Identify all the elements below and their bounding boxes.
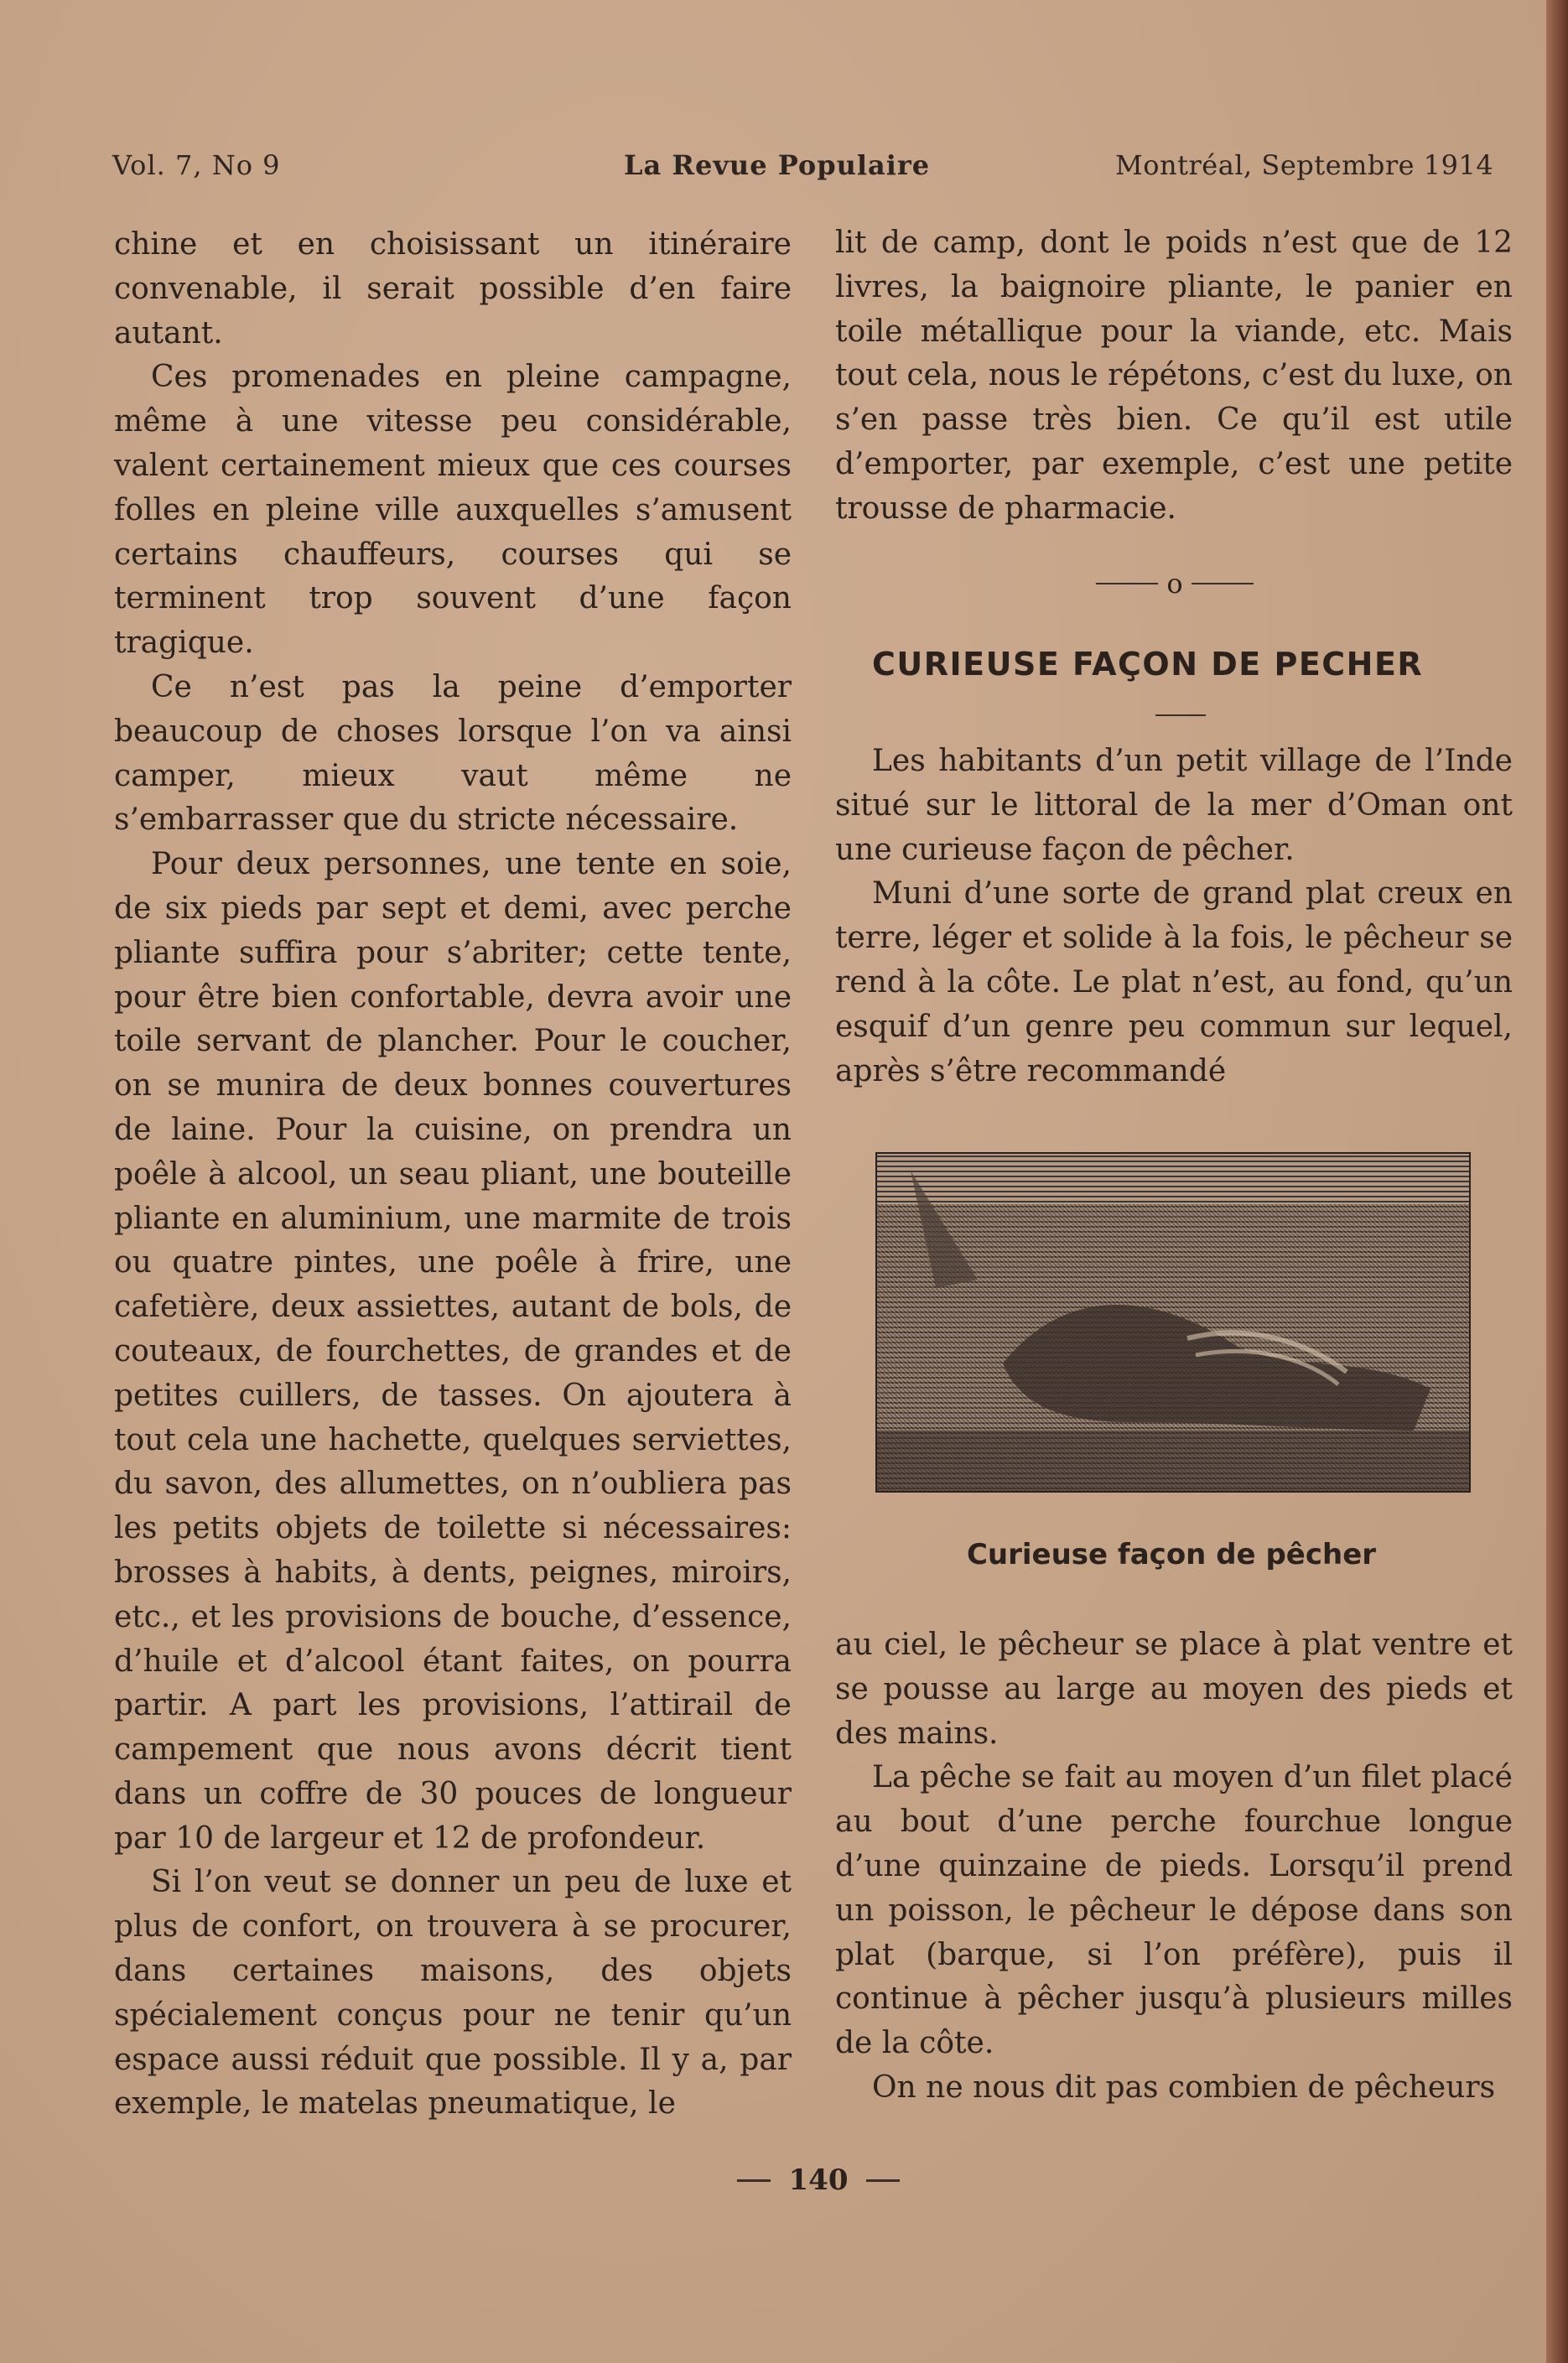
paragraph: Ce n’est pas la peine d’emporter beaucoup de choses lorsque l’on va ainsi camper, mieux vaut même ne s’embarrasser que du stricte nécessaire.: [114, 669, 792, 838]
page-number: 140: [788, 2163, 849, 2197]
article-intro: [835, 740, 1513, 1093]
paragraph: Pour deux personnes, une tente en soie, de six pieds par sept et demi, avec perche pliante suffira pour s’abriter; cette tente, pour être bien confortable, devra avoir une toile servant de plancher. Pour le coucher, on se munira de deux bonnes couvertures de laine. Pour la cuisine, on prendra un poêle à alcool, un seau pliant, une bouteille pliante en aluminium, une marmite de trois ou quatre pintes, une poêle à frire, une cafetière, deux assiettes, autant de bols, de couteaux, de fourchettes, de grandes et de petites cuillers, de tasses. On ajoutera à tout cela une hachette, quelques serviettes, du savon, des allumettes, on n’oubliera pas les petits objets de toilette si nécessaires: brosses à habits, à dents, peignes, miroirs, etc., et les provisions de bouche, d’essence, d’huile et d’alcool étant faites, on pourra partir. A part les provisions, l’attirail de campement que nous avons décrit tient dans un coffre de 30 pouces de longueur par 10 de largeur et 12 de profondeur.: [114, 847, 792, 1856]
separator-rule-left: [1096, 583, 1158, 584]
separator-mark: o: [1166, 568, 1183, 600]
section-separator: [1087, 567, 1263, 600]
paragraph: au ciel, le pêcheur se place à plat ventre et se pousse au large au moyen des pieds et des mains.: [835, 1628, 1513, 1751]
left-column: [114, 223, 792, 2127]
header-volume: Vol. 7, No 9: [112, 149, 281, 181]
header-place-date: Montréal, Septembre 1914: [1115, 149, 1494, 181]
paragraph: Ces promenades en pleine campagne, même à une vitesse peu considérable, valent certainement mieux que ces courses folles en pleine ville auxquelles s’amusent certains chauffeurs, courses qui se terminent trop souvent d’une façon tragique.: [114, 360, 792, 661]
paragraph: Muni d’une sorte de grand plat creux en terre, léger et solide à la fois, le pêcheur se rend à la côte. Le plat n’est, au fond, qu’un esquif d’un genre peu commun sur lequel, après s’être recommandé: [835, 876, 1513, 1088]
illustration-caption: Curieuse façon de pêcher: [966, 1538, 1377, 1571]
page-footer: [718, 2163, 919, 2197]
article-title: CURIEUSE FAÇON DE PECHER: [872, 646, 1424, 683]
paragraph: La pêche se fait au moyen d’un filet placé au bout d’une perche fourchue longue d’une quinzaine de pieds. Lorsqu’il prend un poisson, le pêcheur le dépose dans son plat (barque, si l’on préfère), puis il continue à pêcher jusqu’à plusieurs milles de la côte.: [835, 1760, 1513, 2061]
footer-dash-left: [737, 2179, 771, 2182]
paragraph: On ne nous dit pas combien de pêcheurs: [872, 2070, 1496, 2105]
paragraph: chine et en choisissant un itinéraire convenable, il serait possible d’en faire autant.: [114, 227, 792, 351]
paragraph: Si l’on veut se donner un peu de luxe et plus de confort, on trouvera à se procurer, dans certaines maisons, des objets spécialement conçus pour ne tenir qu’un espace aussi réduit que possible. Il y a, par exemple, le matelas pneumatique, le: [114, 1865, 792, 2122]
header-publication: La Revue Populaire: [624, 149, 931, 181]
fishing-illustration: [875, 1152, 1471, 1493]
separator-rule-right: [1192, 583, 1254, 584]
article-continuation: [835, 1623, 1513, 2111]
footer-dash-right: [866, 2179, 900, 2182]
engraving-picture-icon: [877, 1154, 1469, 1491]
page-edge-shadow: [1546, 0, 1568, 2363]
paragraph: lit de camp, dont le poids n’est que de 12 livres, la baignoire pliante, le panier en toile métallique pour la viande, etc. Mais tout cela, nous le répétons, c’est du luxe, on s’en passe très bien. Ce qu’il est utile d’emporter, par exemple, c’est une petite trousse de pharmacie.: [835, 226, 1513, 526]
paragraph: Les habitants d’un petit village de l’Inde situé sur le littoral de la mer d’Oman ont une curieuse façon de pêcher.: [835, 744, 1513, 867]
title-rule: [1155, 714, 1206, 716]
right-column-top: [835, 221, 1513, 532]
